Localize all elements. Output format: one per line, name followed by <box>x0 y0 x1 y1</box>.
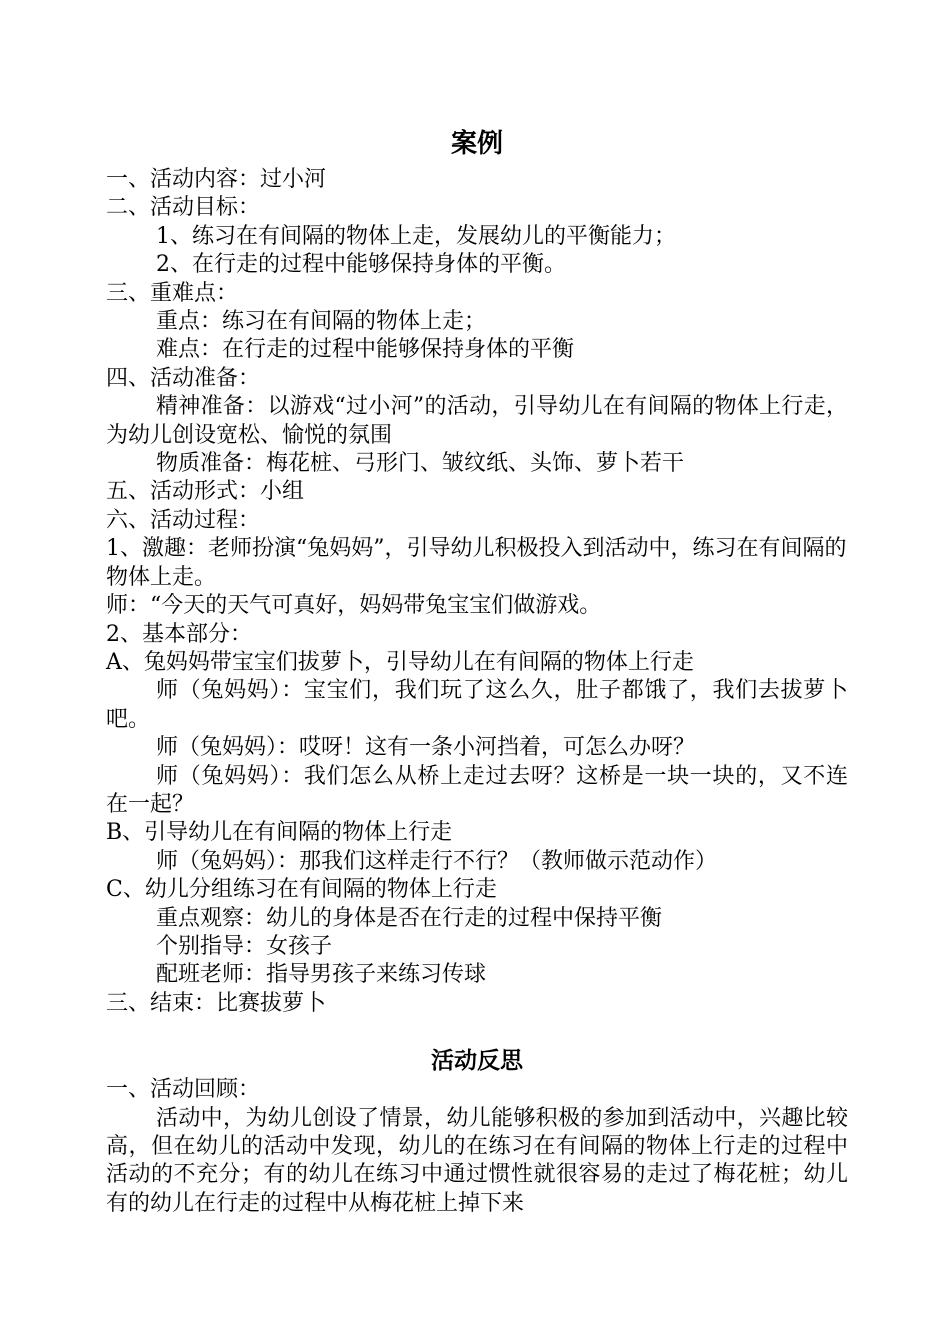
reflection-section <box>106 1076 848 1218</box>
case-paragraph: 三、结束：比赛拔萝卜 <box>106 990 327 1016</box>
case-paragraph: 配班老师：指导男孩子来练习传球 <box>156 962 487 988</box>
case-paragraph: 师（兔妈妈）：我们怎么从桥上走过去呀？这桥是一块一块的，又不连在一起？ <box>106 763 848 817</box>
case-paragraph: 个别指导：女孩子 <box>156 933 333 959</box>
case-paragraph: B、引导幼儿在有间隔的物体上行走 <box>106 820 453 846</box>
case-paragraph: 六、活动过程： <box>106 507 261 533</box>
case-paragraph: 二、活动目标： <box>106 195 261 221</box>
case-paragraph: 2、基本部分： <box>106 621 252 647</box>
reflection-title: 活动反思 <box>431 1047 523 1075</box>
case-paragraph: 重点：练习在有间隔的物体上走； <box>156 309 487 335</box>
case-paragraph: 一、活动内容：过小河 <box>106 167 327 192</box>
case-paragraph: 精神准备：以游戏“过小河”的活动，引导幼儿在有间隔的物体上行走，为幼儿创设宽松、愉悦的氛围 <box>106 394 848 448</box>
case-paragraph: C、幼儿分组练习在有间隔的物体上行走 <box>106 877 497 903</box>
case-paragraph: 物质准备：梅花桩、弓形门、皱纹纸、头饰、萝卜若干 <box>156 451 685 477</box>
case-paragraph: 师：“今天的天气可真好，妈妈带兔宝宝们做游戏。 <box>106 593 602 619</box>
case-paragraph: 1、激趣：老师扮演“兔妈妈”，引导幼儿积极投入到活动中，练习在有间隔的物体上走。 <box>106 536 847 590</box>
case-paragraph: 四、活动准备： <box>106 365 261 391</box>
case-paragraph: 2、在行走的过程中能够保持身体的平衡。 <box>156 252 566 278</box>
case-paragraph: A、兔妈妈带宝宝们拔萝卜，引导幼儿在有间隔的物体上行走 <box>106 649 694 675</box>
document-body <box>106 126 848 1218</box>
reflection-paragraph: 一、活动回顾： <box>106 1077 261 1103</box>
case-paragraph: 1、练习在有间隔的物体上走，发展幼儿的平衡能力； <box>156 223 676 249</box>
case-title: 案例 <box>450 129 503 159</box>
case-paragraph: 师（兔妈妈）：哎呀！这有一条小河挡着，可怎么办呀？ <box>156 735 696 761</box>
case-paragraph: 师（兔妈妈）：宝宝们，我们玩了这么久，肚子都饿了，我们去拔萝卜吧。 <box>106 678 848 732</box>
case-paragraph: 难点：在行走的过程中能够保持身体的平衡 <box>156 337 575 363</box>
case-section <box>106 166 848 1018</box>
reflection-paragraph: 活动中，为幼儿创设了情景，幼儿能够积极的参加到活动中，兴趣比较高，但在幼儿的活动中发现，幼儿的在练习在有间隔的物体上行走的过程中活动的不充分；有的幼儿在练习中通过惯性就很容易的走过了梅花桩；幼儿有的幼儿在行走的过程中从梅花桩上掉下来 <box>106 1105 848 1216</box>
case-paragraph: 师（兔妈妈）：那我们这样走行不行？（教师做示范动作） <box>156 848 718 874</box>
case-paragraph: 五、活动形式：小组 <box>106 479 305 505</box>
case-paragraph: 三、重难点： <box>106 280 239 306</box>
case-paragraph: 重点观察：幼儿的身体是否在行走的过程中保持平衡 <box>156 905 663 931</box>
